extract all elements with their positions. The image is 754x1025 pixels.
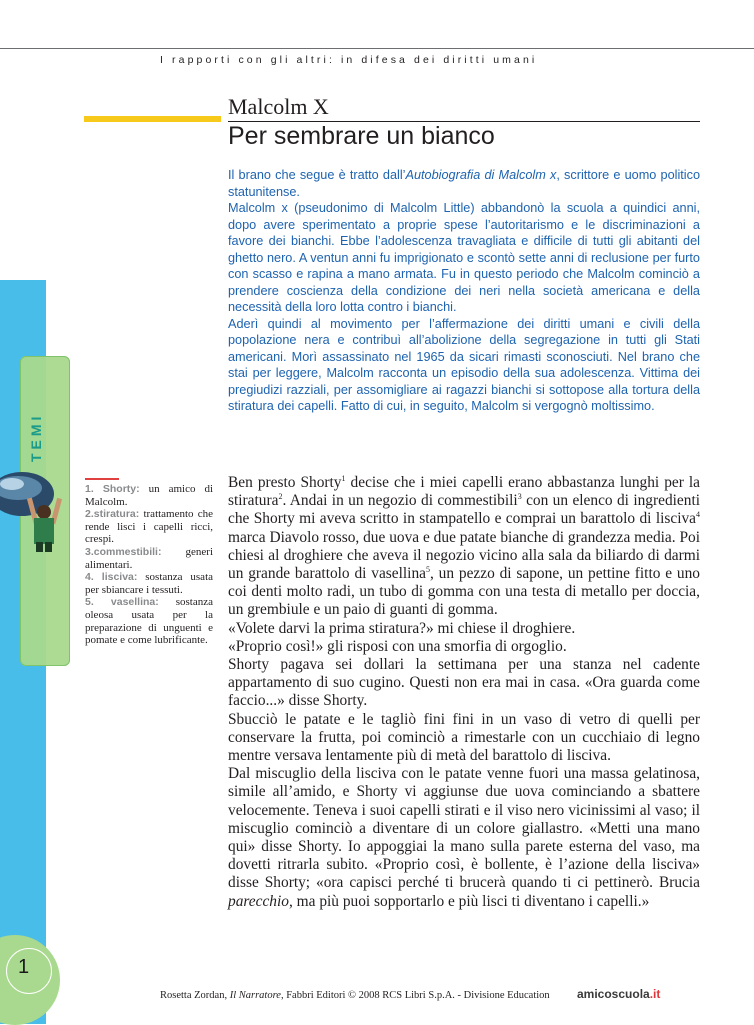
footnote-label: 2.stiratura: bbox=[85, 508, 140, 521]
footer-book-title: Il Narratore bbox=[229, 990, 281, 1001]
footnote-ref: 4 bbox=[696, 510, 700, 520]
footnote-text: sostanza usata per sbiancare i tessuti. bbox=[85, 571, 214, 596]
section-tab-label: TEMI bbox=[28, 412, 44, 462]
story-span: Dal miscuglio della lisciva con le patate venne fuori una massa gelatinosa, simile all’amido, e Shorty vi aggiunse due uova cominciando a sbattere velocemente. Teneva i suoi capelli stirati e il viso nero vicinissimi al vaso; il miscuglio cominciò a diventare di un colore giallastro. «Metti una mano qui» disse Shorty. Io appoggiai la mano sulla parete esterna del vaso, ma dovetti ritrarla subito. «Proprio così, è bollente, è l’azione della lisciva» disse Shorty; «ora capisci perché ti brucerà quando ti ci pettinerò. Brucia bbox=[228, 765, 700, 892]
footer-text: , Fabbri Editori © 2008 RCS Libri S.p.A. - Divisione Education bbox=[280, 990, 550, 1001]
globe-figure-illustration bbox=[0, 472, 72, 552]
story-paragraph bbox=[228, 474, 700, 620]
footer-credit bbox=[160, 990, 550, 1001]
story-text bbox=[228, 474, 700, 911]
story-span: marca Diavolo rosso, due uova e due patate bianche di grandezza media. Poi chiesi al droghiere che aveva il negozio vicino alla sala da biliardo di darmi un grande barattolo di vasellina bbox=[228, 528, 700, 583]
section-tab bbox=[26, 406, 46, 466]
footnote-label: 5. vasellina: bbox=[85, 596, 159, 609]
story-paragraph: «Volete darvi la prima stiratura?» mi chiese il droghiere. bbox=[228, 619, 576, 637]
footnote bbox=[85, 483, 213, 508]
intro-paragraph: Malcolm x (pseudonimo di Malcolm Little) abbandonò la scuola a quindici anni, dopo avere sperimentato a proprie spese l’autoritarismo e le discriminazioni a favore dei bianchi. Ebbe l’adolescenza travagliata e difficile di tutti gli abitanti del ghetto nero. A ventun anni fu imprigionato e scontò sette anni di reclusione per furto con scasso e rapina a mano armata. Fu in questo periodo che Malcolm cominciò a prendere coscienza della condizione dei neri nella società americana e della necessità della loro lotta contro i bianchi. bbox=[228, 201, 700, 314]
story-span: decise che i miei capelli erano abbastanza lunghi per la stiratura bbox=[228, 474, 700, 510]
header-rule bbox=[0, 48, 754, 49]
intro-text-span: , scrittore e uomo politico statunitense. bbox=[228, 168, 701, 199]
story-paragraph: «Proprio così!» gli risposi con una smorfia di orgoglio. bbox=[228, 637, 567, 655]
page-number: 1 bbox=[18, 956, 30, 978]
intro-text-span: Il brano che segue è tratto dall’ bbox=[228, 168, 406, 182]
footnote-ref: 5 bbox=[425, 564, 430, 574]
footnote-text: un amico di Malcolm. bbox=[85, 483, 213, 508]
footnote-label: 3.commestibili: bbox=[85, 545, 162, 558]
title-accent-bar bbox=[84, 116, 221, 122]
footnote-label: 4. lisciva: bbox=[85, 571, 138, 584]
footnote-text: generi alimentari. bbox=[85, 545, 213, 571]
intro-paragraph: Aderì quindi al movimento per l’affermazione dei diritti umani e civili della popolazione nera e contribuì all’abolizione della segregazione in tutti gli Stati americani. Morì assassinato nel 1965 da sicari rimasti sconosciuti. Nel brano che stai per leggere, Malcolm racconta un episodio della sua adolescenza. Vittima dei pregiudizi razziali, per assomigliare ai ragazzi bianchi si sottopose alla tortura della stiratura dei capelli. Fatto di cui, in seguito, Malcolm si vergognò moltissimo. bbox=[228, 316, 700, 413]
story-span: , un pezzo di sapone, un pettine fitto e uno coi denti molto radi, un tubo di gomma con una testa di metallo per doccia, un grembiule e un paio di guanti di gomma. bbox=[228, 565, 700, 619]
footnote-ref: 2 bbox=[278, 492, 283, 502]
footnote-text: trattamento che rende lisci i capelli ricci, crespi. bbox=[85, 508, 213, 546]
logo-domain: .it bbox=[649, 987, 661, 1001]
story-emphasis: parecchio bbox=[228, 892, 289, 910]
footnotes bbox=[85, 478, 213, 647]
amicoscuola-logo bbox=[577, 987, 660, 1001]
intro-text bbox=[228, 167, 700, 415]
footnote-ref: 3 bbox=[517, 492, 522, 502]
footnote bbox=[85, 508, 213, 546]
story-paragraph: Sbucciò le patate e le tagliò fini fini in un vaso di vetro di quelli per conservare la frutta, poi cominciò a rimestarle con un cucchiaio di legno mentre versava lentamente più di metà del barattolo di lisciva. bbox=[228, 710, 700, 765]
footnote-rule bbox=[85, 478, 119, 480]
story-span: con un elenco di ingredienti che Shorty mi aveva scritto in stampatello e comprai un barattolo di lisciva bbox=[228, 492, 701, 528]
footnote-label: 1. Shorty: bbox=[85, 483, 140, 495]
story-span: . Andai in un negozio di commestibili bbox=[282, 492, 518, 510]
section-header: I rapporti con gli altri: in difesa dei diritti umani bbox=[160, 54, 538, 66]
footnote bbox=[85, 596, 213, 646]
logo-text: amicoscuola bbox=[577, 987, 650, 1001]
intro-paragraph bbox=[228, 167, 700, 200]
story-paragraph: Shorty pagava sei dollari la settimana per una stanza nel cadente appartamento di suo cugino. Questi non era mai in casa. «Ora guarda come faccio...» disse Shorty. bbox=[228, 656, 700, 710]
story-paragraph bbox=[228, 765, 700, 911]
article-author: Malcolm X bbox=[228, 94, 329, 119]
story-span: Ben presto Shorty bbox=[228, 474, 342, 491]
footnote bbox=[85, 546, 213, 571]
footer-text: Rosetta Zordan, bbox=[160, 990, 230, 1001]
book-title: Autobiografia di Malcolm x bbox=[405, 168, 557, 182]
story-span: , ma più puoi sopportarlo e più lisci ti diventano i capelli.» bbox=[288, 892, 650, 910]
footnote bbox=[85, 571, 213, 596]
article-title: Per sembrare un bianco bbox=[228, 122, 495, 150]
footnote-ref: 1 bbox=[341, 473, 346, 483]
footnote-text: sostanza oleosa usata per la preparazione di unguenti e pomate e come lubrificante. bbox=[85, 596, 213, 647]
